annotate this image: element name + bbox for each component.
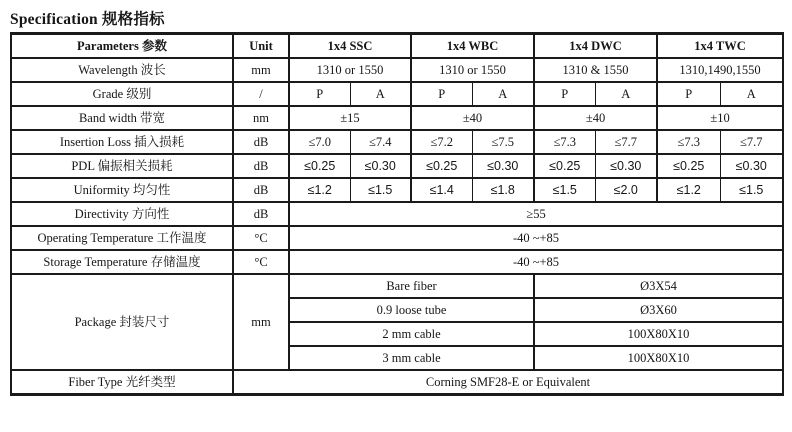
row-operating-temperature [11, 226, 783, 250]
uniformity-ssc-p: ≤1.2 [289, 178, 350, 202]
package-item-loose-tube-name: 0.9 loose tube [289, 298, 534, 322]
grade-ssc-a: A [350, 82, 411, 106]
wavelength-wbc: 1310 or 1550 [411, 58, 534, 82]
insertion-loss-dwc-p: ≤7.3 [534, 130, 595, 154]
pdl-unit: dB [233, 154, 289, 178]
grade-wbc-p: P [411, 82, 472, 106]
grade-label: Grade 级别 [11, 82, 233, 106]
pdl-ssc-p: ≤0.25 [289, 154, 350, 178]
operating-temperature-value: -40 ~+85 [289, 226, 783, 250]
header-product-dwc: 1x4 DWC [534, 34, 657, 59]
page-title: Specification 规格指标 [10, 11, 165, 28]
wavelength-dwc: 1310 & 1550 [534, 58, 657, 82]
pdl-ssc-a: ≤0.30 [350, 154, 411, 178]
storage-temperature-label: Storage Temperature 存储温度 [11, 250, 233, 274]
insertion-loss-twc-p: ≤7.3 [657, 130, 720, 154]
operating-temperature-unit: °C [233, 226, 289, 250]
pdl-wbc-a: ≤0.30 [472, 154, 534, 178]
row-uniformity [11, 178, 783, 202]
grade-twc-p: P [657, 82, 720, 106]
uniformity-wbc-a: ≤1.8 [472, 178, 534, 202]
uniformity-label: Uniformity 均匀性 [11, 178, 233, 202]
uniformity-twc-p: ≤1.2 [657, 178, 720, 202]
package-item-loose-tube-size: Ø3X60 [534, 298, 783, 322]
fiber-type-value: Corning SMF28-E or Equivalent [233, 370, 783, 395]
package-item-2mm-cable-size: 100X80X10 [534, 322, 783, 346]
wavelength-twc: 1310,1490,1550 [657, 58, 783, 82]
uniformity-dwc-p: ≤1.5 [534, 178, 595, 202]
grade-ssc-p: P [289, 82, 350, 106]
insertion-loss-ssc-p: ≤7.0 [289, 130, 350, 154]
wavelength-ssc: 1310 or 1550 [289, 58, 411, 82]
uniformity-ssc-a: ≤1.5 [350, 178, 411, 202]
operating-temperature-label: Operating Temperature 工作温度 [11, 226, 233, 250]
header-product-wbc: 1x4 WBC [411, 34, 534, 59]
pdl-dwc-p: ≤0.25 [534, 154, 595, 178]
directivity-unit: dB [233, 202, 289, 226]
uniformity-wbc-p: ≤1.4 [411, 178, 472, 202]
insertion-loss-unit: dB [233, 130, 289, 154]
pdl-twc-p: ≤0.25 [657, 154, 720, 178]
row-grade [11, 82, 783, 106]
package-unit: mm [233, 274, 289, 370]
row-storage-temperature [11, 250, 783, 274]
pdl-wbc-p: ≤0.25 [411, 154, 472, 178]
insertion-loss-twc-a: ≤7.7 [720, 130, 783, 154]
package-item-3mm-cable-size: 100X80X10 [534, 346, 783, 370]
row-band-width [11, 106, 783, 130]
grade-unit: / [233, 82, 289, 106]
pdl-label: PDL 偏振相关损耗 [11, 154, 233, 178]
row-fiber-type [11, 370, 783, 395]
package-label: Package 封装尺寸 [11, 274, 233, 370]
storage-temperature-value: -40 ~+85 [289, 250, 783, 274]
package-item-3mm-cable-name: 3 mm cable [289, 346, 534, 370]
specification-table [10, 32, 784, 396]
insertion-loss-ssc-a: ≤7.4 [350, 130, 411, 154]
band-width-unit: nm [233, 106, 289, 130]
uniformity-unit: dB [233, 178, 289, 202]
grade-twc-a: A [720, 82, 783, 106]
uniformity-twc-a: ≤1.5 [720, 178, 783, 202]
grade-dwc-p: P [534, 82, 595, 106]
row-package-bare-fiber [11, 274, 783, 298]
header-product-ssc: 1x4 SSC [289, 34, 411, 59]
wavelength-unit: mm [233, 58, 289, 82]
insertion-loss-wbc-a: ≤7.5 [472, 130, 534, 154]
grade-wbc-a: A [472, 82, 534, 106]
row-pdl [11, 154, 783, 178]
band-width-ssc: ±15 [289, 106, 411, 130]
grade-dwc-a: A [595, 82, 657, 106]
package-item-bare-fiber-size: Ø3X54 [534, 274, 783, 298]
header-row [11, 34, 783, 59]
package-item-2mm-cable-name: 2 mm cable [289, 322, 534, 346]
directivity-label: Directivity 方向性 [11, 202, 233, 226]
row-insertion-loss [11, 130, 783, 154]
package-item-bare-fiber-name: Bare fiber [289, 274, 534, 298]
insertion-loss-wbc-p: ≤7.2 [411, 130, 472, 154]
pdl-dwc-a: ≤0.30 [595, 154, 657, 178]
uniformity-dwc-a: ≤2.0 [595, 178, 657, 202]
header-parameters: Parameters 参数 [11, 34, 233, 59]
storage-temperature-unit: °C [233, 250, 289, 274]
insertion-loss-label: Insertion Loss 插入损耗 [11, 130, 233, 154]
fiber-type-label: Fiber Type 光纤类型 [11, 370, 233, 395]
header-product-twc: 1x4 TWC [657, 34, 783, 59]
header-unit: Unit [233, 34, 289, 59]
pdl-twc-a: ≤0.30 [720, 154, 783, 178]
band-width-twc: ±10 [657, 106, 783, 130]
row-wavelength [11, 58, 783, 82]
directivity-value: ≥55 [289, 202, 783, 226]
band-width-label: Band width 带宽 [11, 106, 233, 130]
insertion-loss-dwc-a: ≤7.7 [595, 130, 657, 154]
wavelength-label: Wavelength 波长 [11, 58, 233, 82]
band-width-dwc: ±40 [534, 106, 657, 130]
spec-sheet-page [0, 7, 792, 432]
band-width-wbc: ±40 [411, 106, 534, 130]
row-directivity [11, 202, 783, 226]
